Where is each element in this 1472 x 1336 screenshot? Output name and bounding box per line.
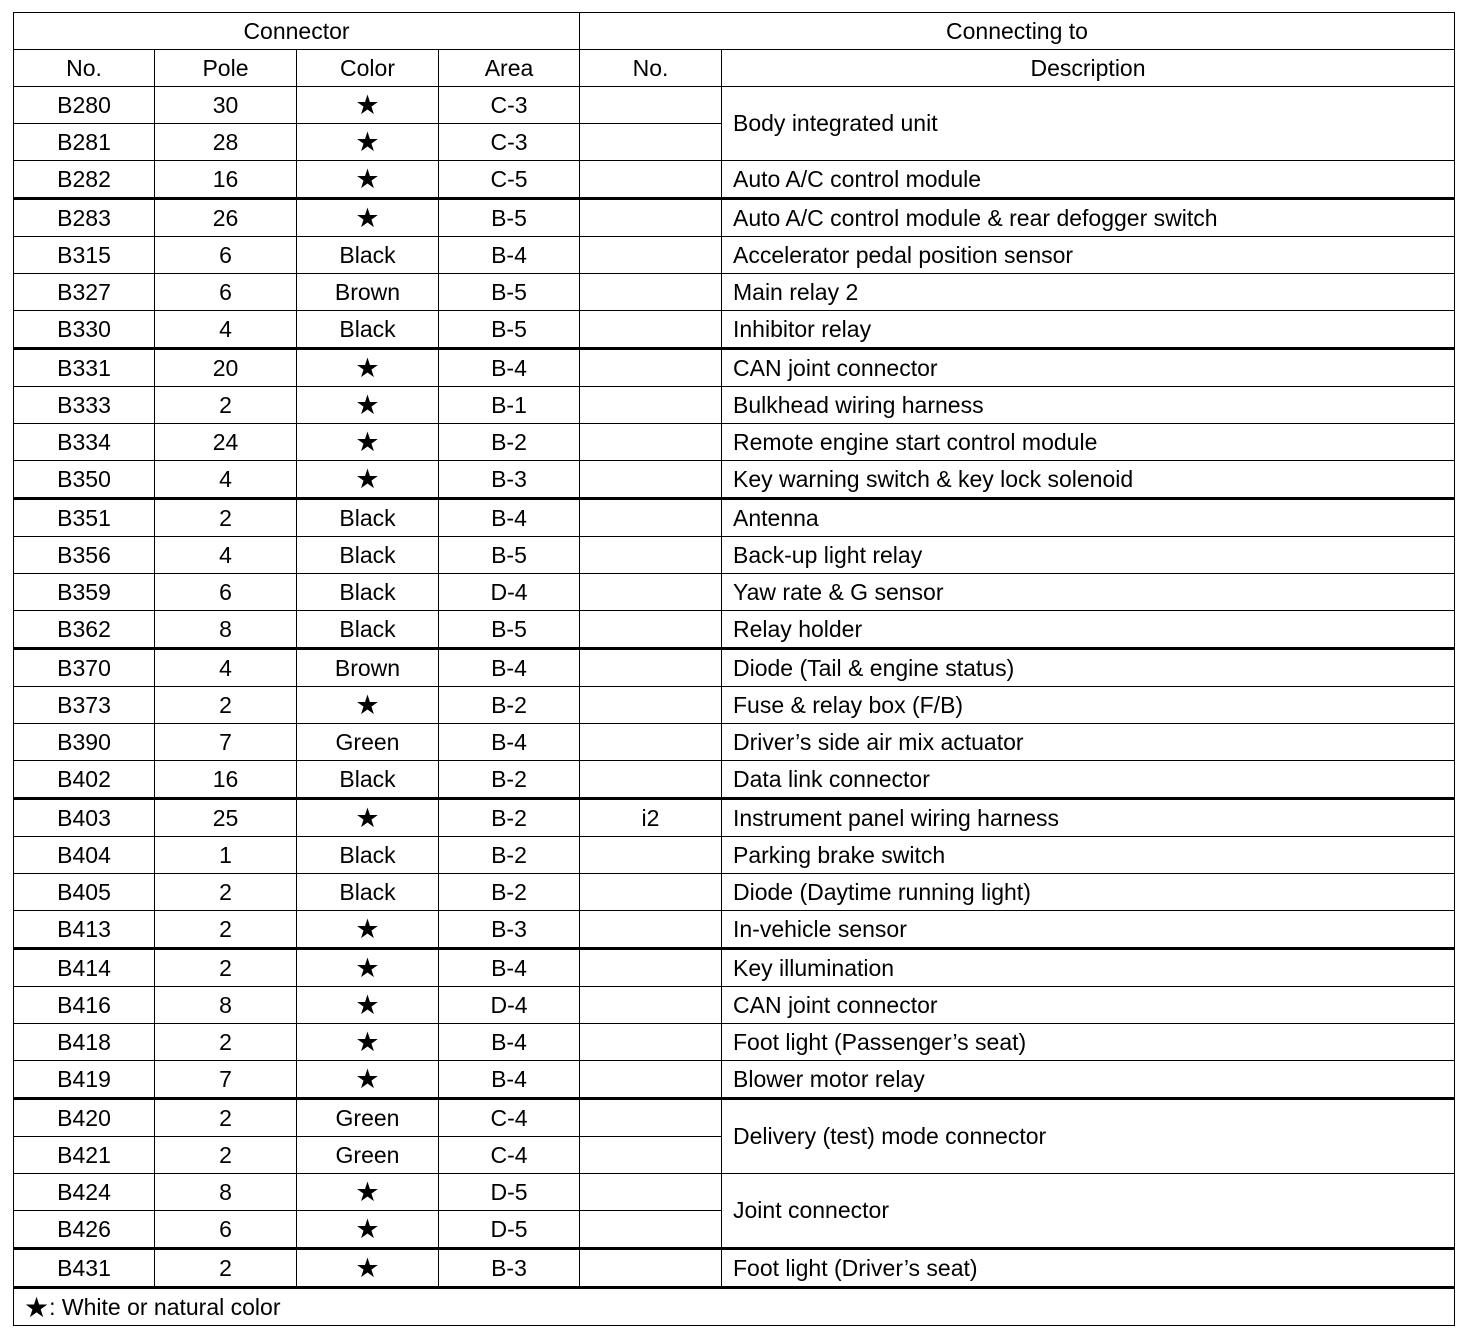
pole-cell: 4 <box>155 311 297 349</box>
color-cell: Brown <box>297 649 439 687</box>
pole-cell: 30 <box>155 87 297 124</box>
pole-cell: 6 <box>155 237 297 274</box>
table-row <box>14 949 1455 987</box>
area-cell: D-4 <box>439 574 580 611</box>
connecting-no-cell <box>580 161 722 199</box>
table-row <box>14 574 1455 611</box>
area-cell: B-2 <box>439 761 580 799</box>
legend <box>14 1288 1455 1326</box>
pole-cell: 7 <box>155 1061 297 1099</box>
color-cell: Brown <box>297 274 439 311</box>
connector-no-cell: B327 <box>14 274 155 311</box>
table-row <box>14 274 1455 311</box>
connecting-no-cell <box>580 874 722 911</box>
color-cell: Black <box>297 311 439 349</box>
header-group-row <box>14 13 1455 50</box>
column-header-pole: Pole <box>155 50 297 87</box>
color-cell: Black <box>297 837 439 874</box>
connector-no-cell: B431 <box>14 1249 155 1288</box>
color-cell: Black <box>297 574 439 611</box>
description-cell: Accelerator pedal position sensor <box>722 237 1455 274</box>
color-cell: Black <box>297 761 439 799</box>
color-cell: Black <box>297 537 439 574</box>
area-cell: B-2 <box>439 687 580 724</box>
connecting-no-cell <box>580 949 722 987</box>
area-cell: B-2 <box>439 874 580 911</box>
area-cell: B-4 <box>439 349 580 387</box>
description-cell: In-vehicle sensor <box>722 911 1455 949</box>
pole-cell: 2 <box>155 949 297 987</box>
connecting-no-cell <box>580 424 722 461</box>
area-cell: D-4 <box>439 987 580 1024</box>
table-header <box>14 13 1455 87</box>
table-row <box>14 537 1455 574</box>
connecting-no-cell <box>580 237 722 274</box>
color-cell: Green <box>297 1099 439 1137</box>
star-icon: ★ <box>297 1174 439 1211</box>
description-cell: Key warning switch & key lock solenoid <box>722 461 1455 499</box>
connector-no-cell: B281 <box>14 124 155 161</box>
table-row <box>14 311 1455 349</box>
area-cell: B-4 <box>439 649 580 687</box>
table-row <box>14 1099 1455 1137</box>
area-cell: D-5 <box>439 1174 580 1211</box>
description-cell: Relay holder <box>722 611 1455 649</box>
description-cell: Driver’s side air mix actuator <box>722 724 1455 761</box>
connecting-no-cell <box>580 274 722 311</box>
table-row <box>14 237 1455 274</box>
description-cell: Foot light (Driver’s seat) <box>722 1249 1455 1288</box>
connecting-no-cell <box>580 1174 722 1211</box>
connecting-no-cell <box>580 611 722 649</box>
color-cell: Green <box>297 724 439 761</box>
connector-no-cell: B426 <box>14 1211 155 1249</box>
star-icon: ★ <box>297 1024 439 1061</box>
pole-cell: 2 <box>155 499 297 537</box>
star-icon: ★ <box>297 349 439 387</box>
star-icon: ★ <box>297 687 439 724</box>
connector-no-cell: B333 <box>14 387 155 424</box>
connecting-no-cell <box>580 1061 722 1099</box>
connector-no-cell: B373 <box>14 687 155 724</box>
star-icon: ★ <box>297 424 439 461</box>
description-cell: CAN joint connector <box>722 987 1455 1024</box>
connector-no-cell: B331 <box>14 349 155 387</box>
area-cell: B-4 <box>439 237 580 274</box>
area-cell: C-3 <box>439 87 580 124</box>
pole-cell: 6 <box>155 1211 297 1249</box>
description-cell: Foot light (Passenger’s seat) <box>722 1024 1455 1061</box>
pole-cell: 2 <box>155 1099 297 1137</box>
star-icon: ★ <box>297 911 439 949</box>
color-cell: Black <box>297 499 439 537</box>
description-cell: Parking brake switch <box>722 837 1455 874</box>
table-row <box>14 1174 1455 1211</box>
table-footer <box>14 1288 1455 1326</box>
star-icon: ★ <box>297 1249 439 1288</box>
area-cell: B-2 <box>439 837 580 874</box>
color-cell: Black <box>297 611 439 649</box>
connecting-no-cell <box>580 1024 722 1061</box>
pole-cell: 7 <box>155 724 297 761</box>
table-body <box>14 87 1455 1288</box>
connecting-no-cell <box>580 724 722 761</box>
star-icon: ★ <box>297 949 439 987</box>
connector-no-cell: B418 <box>14 1024 155 1061</box>
description-cell: Diode (Tail & engine status) <box>722 649 1455 687</box>
connecting-no-cell <box>580 537 722 574</box>
table-row <box>14 1024 1455 1061</box>
description-cell: Main relay 2 <box>722 274 1455 311</box>
area-cell: B-5 <box>439 311 580 349</box>
table-row <box>14 424 1455 461</box>
column-header-area: Area <box>439 50 580 87</box>
pole-cell: 8 <box>155 1174 297 1211</box>
connector-no-cell: B370 <box>14 649 155 687</box>
star-icon: ★ <box>297 799 439 837</box>
column-header-no: No. <box>14 50 155 87</box>
table-row <box>14 1061 1455 1099</box>
area-cell: C-5 <box>439 161 580 199</box>
connector-no-cell: B403 <box>14 799 155 837</box>
connector-no-cell: B424 <box>14 1174 155 1211</box>
table-row <box>14 799 1455 837</box>
connector-no-cell: B350 <box>14 461 155 499</box>
connecting-no-cell <box>580 911 722 949</box>
connector-no-cell: B404 <box>14 837 155 874</box>
connector-no-cell: B280 <box>14 87 155 124</box>
column-header-description: Description <box>722 50 1455 87</box>
description-cell: Key illumination <box>722 949 1455 987</box>
area-cell: B-4 <box>439 724 580 761</box>
pole-cell: 8 <box>155 987 297 1024</box>
pole-cell: 20 <box>155 349 297 387</box>
connector-no-cell: B283 <box>14 199 155 237</box>
pole-cell: 26 <box>155 199 297 237</box>
table-row <box>14 687 1455 724</box>
area-cell: C-3 <box>439 124 580 161</box>
area-cell: B-4 <box>439 1024 580 1061</box>
area-cell: C-4 <box>439 1099 580 1137</box>
pole-cell: 2 <box>155 1024 297 1061</box>
description-cell: Remote engine start control module <box>722 424 1455 461</box>
area-cell: B-2 <box>439 799 580 837</box>
description-cell: Fuse & relay box (F/B) <box>722 687 1455 724</box>
table-row <box>14 461 1455 499</box>
star-icon: ★ <box>297 1211 439 1249</box>
connector-no-cell: B421 <box>14 1137 155 1174</box>
pole-cell: 2 <box>155 874 297 911</box>
connector-no-cell: B351 <box>14 499 155 537</box>
connecting-no-cell <box>580 1099 722 1137</box>
star-icon: ★ <box>297 987 439 1024</box>
area-cell: B-2 <box>439 424 580 461</box>
star-icon: ★ <box>297 124 439 161</box>
connecting-no-cell <box>580 687 722 724</box>
column-header-color: Color <box>297 50 439 87</box>
color-cell: Black <box>297 874 439 911</box>
table-row <box>14 611 1455 649</box>
connecting-no-cell <box>580 1211 722 1249</box>
area-cell: B-4 <box>439 1061 580 1099</box>
table-row <box>14 911 1455 949</box>
connecting-no-cell <box>580 1137 722 1174</box>
area-cell: B-4 <box>439 499 580 537</box>
header-column-row <box>14 50 1455 87</box>
table-row <box>14 499 1455 537</box>
area-cell: C-4 <box>439 1137 580 1174</box>
description-cell: Auto A/C control module & rear defogger switch <box>722 199 1455 237</box>
description-cell: Yaw rate & G sensor <box>722 574 1455 611</box>
star-icon: ★ <box>297 87 439 124</box>
connecting-no-cell <box>580 499 722 537</box>
table-row <box>14 761 1455 799</box>
table-row <box>14 837 1455 874</box>
pole-cell: 25 <box>155 799 297 837</box>
star-icon: ★ <box>297 199 439 237</box>
table-row <box>14 349 1455 387</box>
color-cell: Black <box>297 237 439 274</box>
legend-text: : White or natural color <box>49 1293 281 1320</box>
description-cell: Joint connector <box>722 1174 1455 1249</box>
area-cell: B-1 <box>439 387 580 424</box>
description-cell: Auto A/C control module <box>722 161 1455 199</box>
area-cell: B-3 <box>439 1249 580 1288</box>
pole-cell: 16 <box>155 161 297 199</box>
connector-no-cell: B362 <box>14 611 155 649</box>
pole-cell: 28 <box>155 124 297 161</box>
area-cell: B-5 <box>439 274 580 311</box>
area-cell: B-4 <box>439 949 580 987</box>
connecting-no-cell <box>580 649 722 687</box>
connector-no-cell: B315 <box>14 237 155 274</box>
pole-cell: 8 <box>155 611 297 649</box>
description-cell: Diode (Daytime running light) <box>722 874 1455 911</box>
pole-cell: 4 <box>155 537 297 574</box>
pole-cell: 24 <box>155 424 297 461</box>
pole-cell: 4 <box>155 461 297 499</box>
connector-no-cell: B405 <box>14 874 155 911</box>
table-row <box>14 199 1455 237</box>
area-cell: B-5 <box>439 537 580 574</box>
connecting-no-cell <box>580 574 722 611</box>
description-cell: Instrument panel wiring harness <box>722 799 1455 837</box>
connecting-no-cell: i2 <box>580 799 722 837</box>
pole-cell: 2 <box>155 687 297 724</box>
connecting-no-cell <box>580 124 722 161</box>
description-cell: Bulkhead wiring harness <box>722 387 1455 424</box>
table-row <box>14 874 1455 911</box>
table-row <box>14 161 1455 199</box>
pole-cell: 16 <box>155 761 297 799</box>
connector-no-cell: B390 <box>14 724 155 761</box>
area-cell: B-3 <box>439 461 580 499</box>
connector-no-cell: B356 <box>14 537 155 574</box>
description-cell: Inhibitor relay <box>722 311 1455 349</box>
table-row <box>14 987 1455 1024</box>
table-row <box>14 649 1455 687</box>
connecting-no-cell <box>580 349 722 387</box>
pole-cell: 2 <box>155 1249 297 1288</box>
pole-cell: 1 <box>155 837 297 874</box>
color-cell: Green <box>297 1137 439 1174</box>
connecting-no-cell <box>580 461 722 499</box>
star-icon: ★ <box>297 161 439 199</box>
legend-row <box>14 1288 1455 1326</box>
connecting-no-cell <box>580 837 722 874</box>
connecting-no-cell <box>580 311 722 349</box>
connector-no-cell: B414 <box>14 949 155 987</box>
pole-cell: 2 <box>155 387 297 424</box>
description-cell: Data link connector <box>722 761 1455 799</box>
table-row <box>14 1249 1455 1288</box>
connector-group-header: Connector <box>14 13 580 50</box>
connecting-no-cell <box>580 387 722 424</box>
description-cell: Delivery (test) mode connector <box>722 1099 1455 1174</box>
connector-no-cell: B416 <box>14 987 155 1024</box>
connector-no-cell: B413 <box>14 911 155 949</box>
area-cell: D-5 <box>439 1211 580 1249</box>
star-icon: ★ <box>297 387 439 424</box>
description-cell: Back-up light relay <box>722 537 1455 574</box>
connecting-no-cell <box>580 1249 722 1288</box>
table-row <box>14 724 1455 761</box>
area-cell: B-5 <box>439 199 580 237</box>
connector-no-cell: B330 <box>14 311 155 349</box>
connecting-no-cell <box>580 87 722 124</box>
connecting-no-cell <box>580 199 722 237</box>
star-icon: ★ <box>297 461 439 499</box>
star-icon: ★ <box>297 1061 439 1099</box>
pole-cell: 2 <box>155 1137 297 1174</box>
description-cell: Body integrated unit <box>722 87 1455 161</box>
connector-no-cell: B419 <box>14 1061 155 1099</box>
connector-no-cell: B402 <box>14 761 155 799</box>
connector-no-cell: B359 <box>14 574 155 611</box>
description-cell: Blower motor relay <box>722 1061 1455 1099</box>
pole-cell: 6 <box>155 274 297 311</box>
area-cell: B-3 <box>439 911 580 949</box>
column-header-connecting-no: No. <box>580 50 722 87</box>
connecting-no-cell <box>580 761 722 799</box>
table-row <box>14 387 1455 424</box>
connector-no-cell: B420 <box>14 1099 155 1137</box>
connecting-no-cell <box>580 987 722 1024</box>
pole-cell: 6 <box>155 574 297 611</box>
description-cell: CAN joint connector <box>722 349 1455 387</box>
connecting-to-group-header: Connecting to <box>580 13 1455 50</box>
connector-no-cell: B282 <box>14 161 155 199</box>
table-row <box>14 87 1455 124</box>
area-cell: B-5 <box>439 611 580 649</box>
connector-table <box>13 12 1455 1326</box>
connector-no-cell: B334 <box>14 424 155 461</box>
pole-cell: 2 <box>155 911 297 949</box>
pole-cell: 4 <box>155 649 297 687</box>
star-icon: ★ <box>24 1291 50 1323</box>
description-cell: Antenna <box>722 499 1455 537</box>
